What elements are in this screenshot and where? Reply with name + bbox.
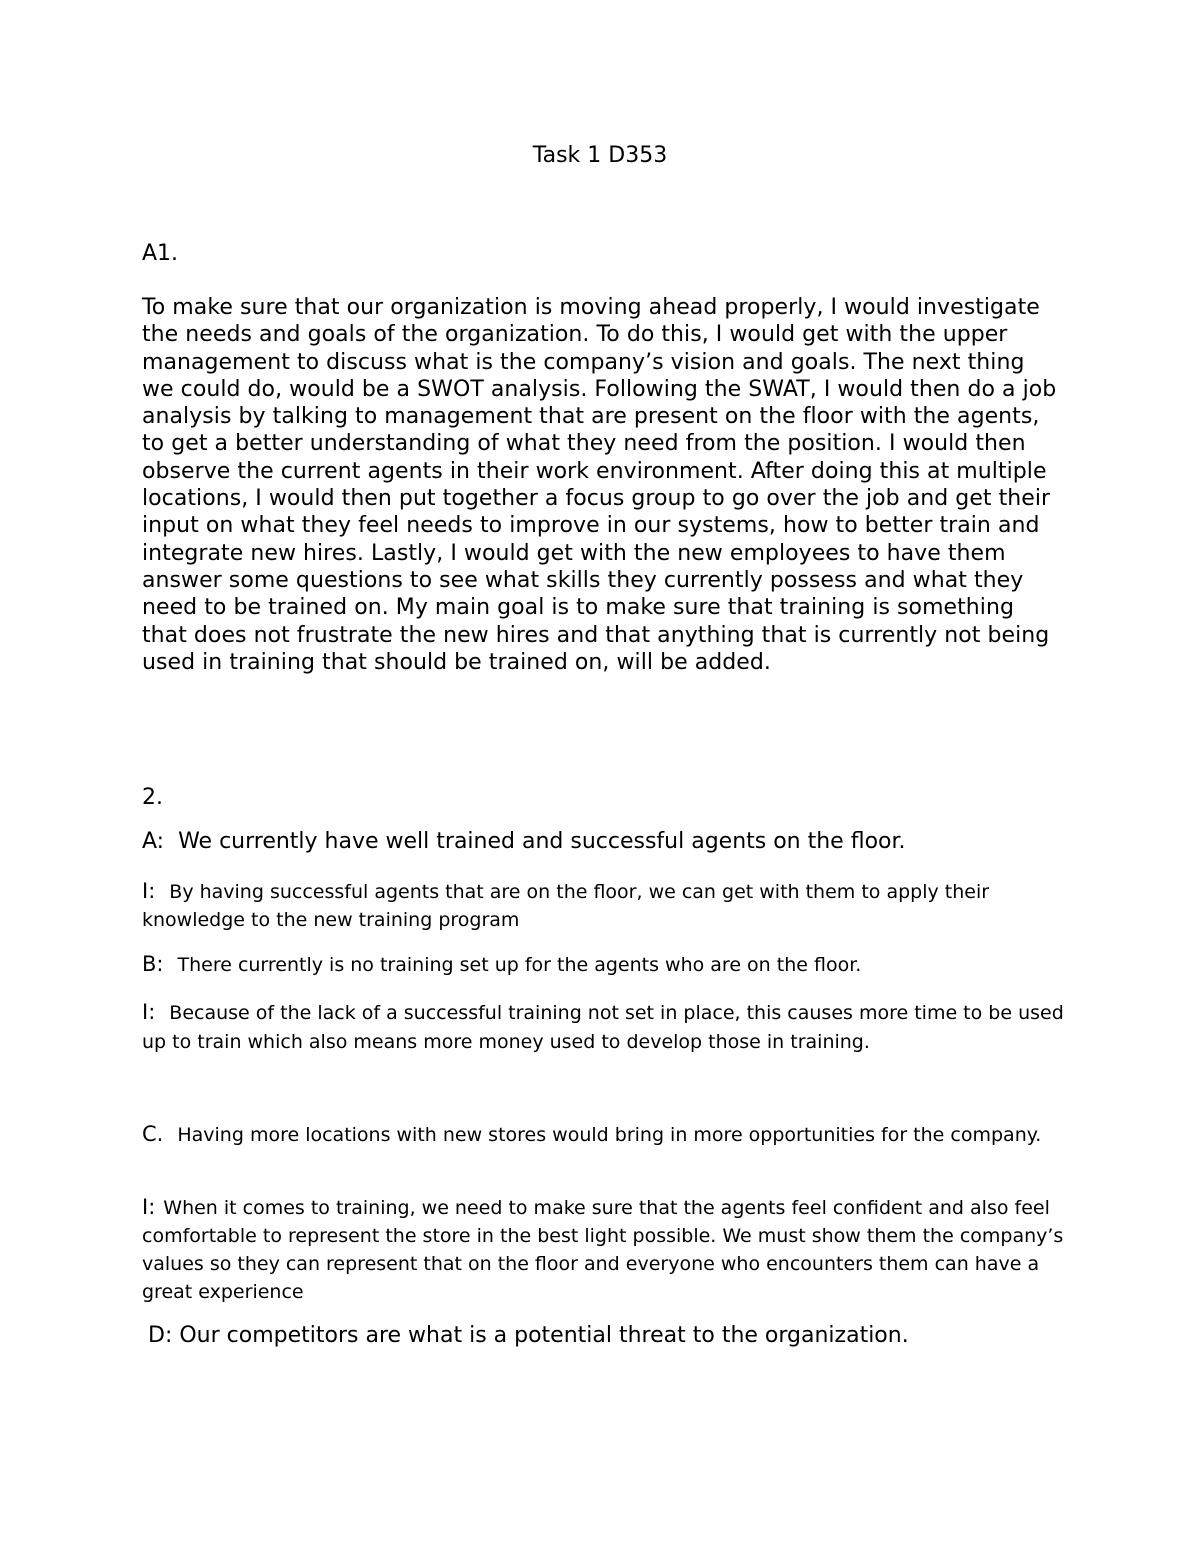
item-text: When it comes to training, we need to make sure that the agents feel confident and also feel comfortable to represent the store in the best light possible. We must show them the company’s values so they can represent that on the floor and everyone who encounters them can have a great experience bbox=[142, 1197, 1064, 1303]
section-a1-paragraph: To make sure that our organization is moving ahead properly, I would investigate the needs and goals of the organization. To do this, I would get with the upper management to discuss what is the company’s vision and goals. The next thing we could do, would be a SWOT analysis. Following the SWAT, I would then do a job analysis by talking to management that are present on the floor with the agents, to get a better understanding of what they need from the position. I would then observe the current agents in their work environment. After doing this at multiple locations, I would then put together a focus group to go over the job and get their input on what they feel needs to improve in our systems, how to better train and integrate new hires. Lastly, I would get with the new employees to have them answer some questions to see what skills they currently possess and what they need to be trained on. My main goal is to make sure that training is something that does not frustrate the new hires and that anything that is currently not being used in training that should be trained on, will be added. bbox=[142, 295, 1057, 675]
swot-item-opportunity bbox=[142, 1120, 1067, 1150]
item-text: There currently is no training set up for the agents who are on the floor. bbox=[177, 954, 862, 976]
item-text: We currently have well trained and successful agents on the floor. bbox=[178, 829, 906, 854]
item-label: C. bbox=[142, 1122, 164, 1146]
item-text: Having more locations with new stores would bring in more opportunities for the company. bbox=[177, 1124, 1042, 1146]
item-label: I: bbox=[142, 879, 156, 903]
item-text: By having successful agents that are on the floor, we can get with them to apply their knowledge to the new training program bbox=[142, 881, 990, 931]
swot-item-weakness bbox=[142, 950, 1067, 979]
item-label: I: bbox=[142, 1000, 156, 1024]
document-title: Task 1 D353 bbox=[532, 143, 668, 168]
swot-item-strength bbox=[142, 828, 1067, 856]
item-text: Because of the lack of a successful training not set in place, this causes more time to be used up to train which also means more money used to develop those in training. bbox=[142, 1002, 1064, 1053]
swot-item-impact-strength bbox=[142, 877, 1067, 934]
item-label: I: bbox=[142, 1195, 156, 1219]
item-label: D: bbox=[148, 1323, 173, 1348]
item-label: B: bbox=[142, 952, 164, 976]
item-text: Our competitors are what is a potential threat to the organization. bbox=[179, 1323, 909, 1348]
section-2-heading: 2. bbox=[142, 785, 163, 810]
swot-item-impact-opportunity bbox=[142, 1193, 1067, 1306]
swot-item-threat bbox=[148, 1322, 1073, 1350]
section-a1-heading: A1. bbox=[142, 241, 179, 266]
swot-item-impact-weakness bbox=[142, 998, 1067, 1057]
item-label: A: bbox=[142, 829, 165, 854]
